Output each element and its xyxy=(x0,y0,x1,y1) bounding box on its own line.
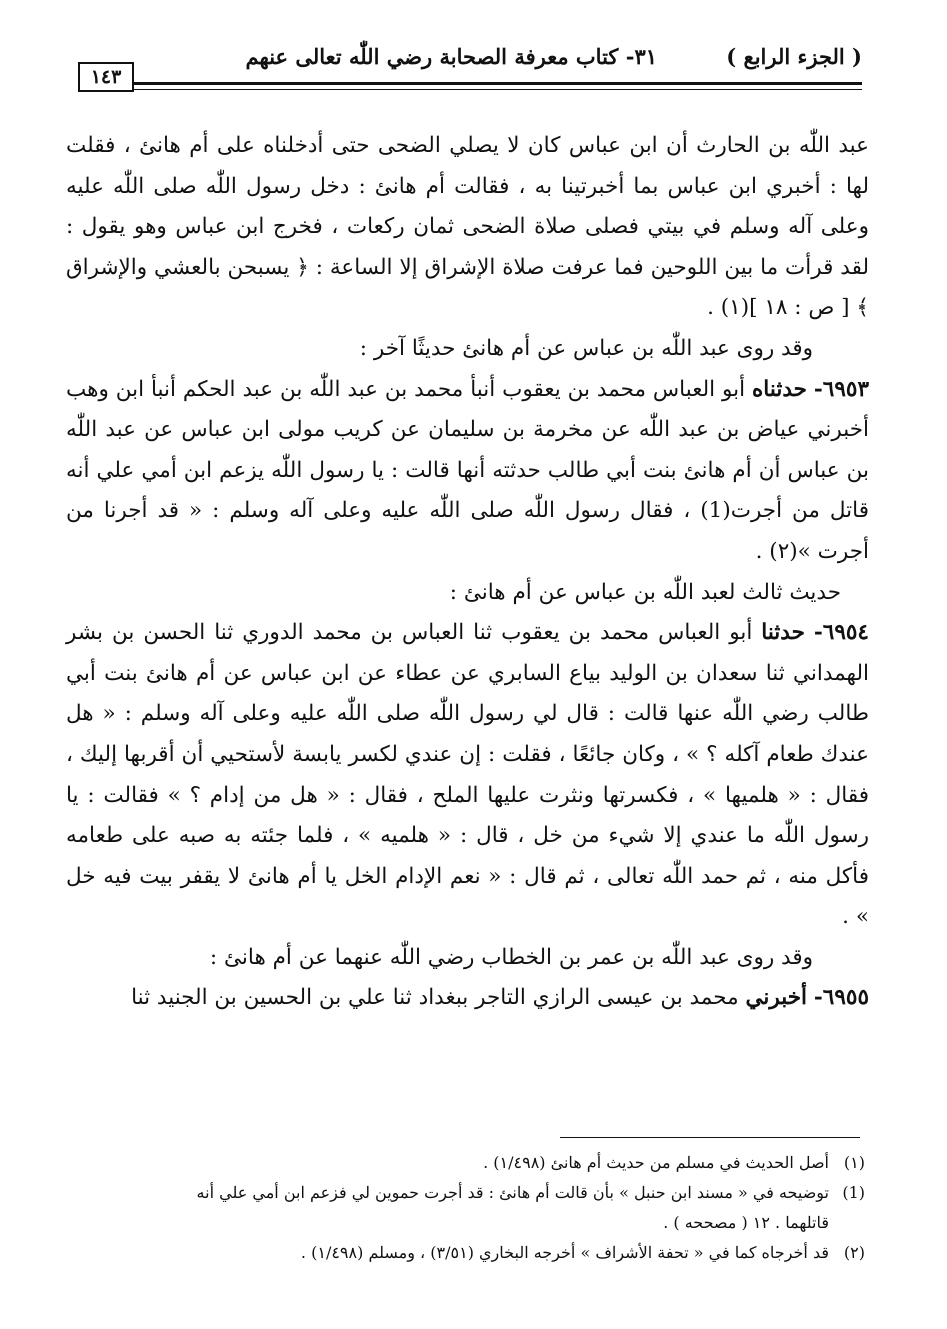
header-rule-thick xyxy=(134,82,862,85)
hadith-number: ٦٩٥٣- xyxy=(813,376,869,402)
volume-label: ( الجزء الرابع ) xyxy=(726,44,862,69)
header-rule-thin xyxy=(134,89,862,90)
hadith-keyword: حدثناه xyxy=(752,376,807,402)
paragraph-2: وقد روى عبد اللّٰه بن عباس عن أم هانئ حديثًا آخر : xyxy=(359,335,813,361)
paragraph-1: عبد اللّٰه بن الحارث أن ابن عباس كان لا يصلي الضحى حتى أدخلناه على أم هانئ ، فقلت لها : أخبري ابن عباس بما أخبرتينا به ، فقالت أم هانئ : دخل رسول اللّٰه صلى اللّٰه عليه وعلى آله وسلم في بيتي فصلى صلاة الضحى ثمان ركعات ، فخرج ابن عباس وهو يقول : لقد قرأت ما بين اللوحين فما عرفت صلاة الإشراق إلا الساعة : ﴿ يسبحن بالعشي والإشراق ﴾ [ ص : ١٨ ](١) . xyxy=(66,133,869,321)
paragraph-3: حديث ثالث لعبد اللّٰه بن عباس عن أم هانئ : xyxy=(449,579,841,605)
main-text xyxy=(66,126,869,1019)
footnotes xyxy=(82,1149,865,1269)
hadith-6955 xyxy=(66,978,869,1019)
footnote-text: قد أخرجاه كما في « تحفة الأشراف » أخرجه البخاري (٣/٥١) ، ومسلم (١/٤٩٨) . xyxy=(300,1243,829,1262)
hadith-number: ٦٩٥٥- xyxy=(813,985,869,1011)
hadith-keyword: أخبرني xyxy=(745,985,808,1011)
footnote-separator xyxy=(560,1137,860,1138)
page-number: ١٤٣ xyxy=(78,62,134,92)
hadith-keyword: حدثنا xyxy=(761,620,805,646)
paragraph-4: وقد روى عبد اللّٰه بن عمر بن الخطاب رضي اللّٰه عنهما عن أم هانئ : xyxy=(209,944,813,970)
hadith-text: أبو العباس محمد بن يعقوب أنبأ محمد بن عبد اللّٰه بن عبد الحكم أنبأ ابن وهب أخبرني عياض بن عبد اللّٰه عن مخرمة بن سليمان عن كريب مولى ابن عباس عن عبد اللّٰه بن عباس أن أم هانئ بنت أبي طالب حدثته أنها قالت : يا رسول اللّٰه يزعم ابن أمي علي أنه قاتل من أجرت(1) ، فقال رسول اللّٰه صلى اللّٰه عليه وعلى آله وسلم : « قد أجرنا من أجرت »(٢) . xyxy=(66,376,869,564)
footnote-2-continuation: قاتلهما . ١٢ ( مصححه ) . xyxy=(663,1213,829,1232)
footnote-mark: (٢) xyxy=(843,1243,865,1262)
footnote-mark: (1) xyxy=(842,1183,865,1202)
chapter-title: ٣١- كتاب معرفة الصحابة رضي اللّٰه تعالى عنهم xyxy=(245,44,657,69)
hadith-number: ٦٩٥٤- xyxy=(813,620,869,646)
footnote-2 xyxy=(82,1179,865,1207)
footnote-text: توضيحه في « مسند ابن حنبل » بأن قالت أم هانئ : قد أجرت حموين لي فزعم ابن أمي علي أنه xyxy=(196,1183,829,1202)
footnote-1 xyxy=(82,1149,865,1177)
footnote-3 xyxy=(82,1239,865,1267)
footnote-mark: (١) xyxy=(843,1153,865,1172)
hadith-6953 xyxy=(66,370,869,573)
footnote-text: أصل الحديث في مسلم من حديث أم هانئ (١/٤٩٨) . xyxy=(483,1153,829,1172)
hadith-text: أبو العباس محمد بن يعقوب ثنا العباس بن محمد الدوري ثنا الحسن بن بشر الهمداني ثنا سعدان بن الوليد بياع السابري عن عطاء عن ابن عباس عن أم هانئ بنت أبي طالب رضي اللّٰه عنها قالت : قال لي رسول اللّٰه صلى اللّٰه عليه وعلى آله وسلم : « هل عندك طعام آكله ؟ » ، وكان جائعًا ، فقلت : إن عندي لكسر يابسة لأستحيي أن أقربها إليك ، فقال : « هلميها » ، فكسرتها ونثرت عليها الملح ، فقال : « هل من إدام ؟ » فقالت : يا رسول اللّٰه ما عندي إلا شيء من خل ، قال : « هلميه » ، فلما جئته به صبه على طعامه فأكل منه ، ثم حمد اللّٰه تعالى ، ثم قال : « نعم الإدام الخل يا أم هانئ لا يقفر بيت فيه خل » . xyxy=(66,620,869,930)
hadith-6954 xyxy=(66,613,869,938)
hadith-text: محمد بن عيسى الرازي التاجر ببغداد ثنا علي بن الحسين بن الجنيد ثنا xyxy=(131,985,739,1011)
